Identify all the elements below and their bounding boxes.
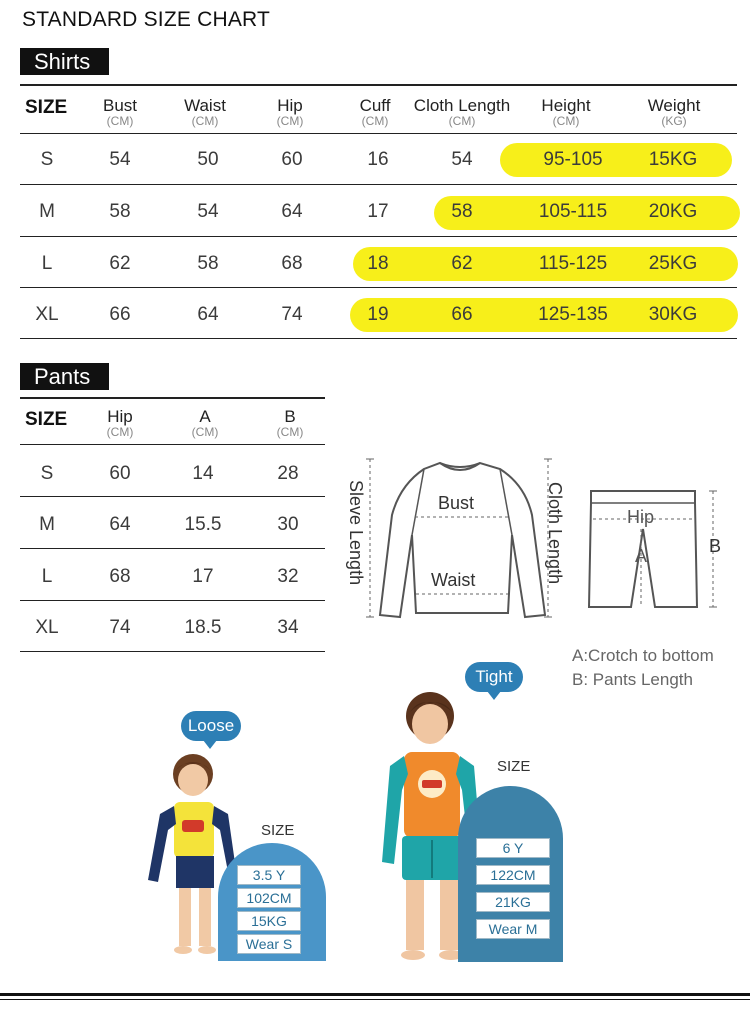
pants-cell-size: M xyxy=(39,514,55,535)
shirts-cell-size: S xyxy=(40,149,54,170)
shirts-cell-length: 62 xyxy=(451,253,473,274)
tight-age: 6 Y xyxy=(476,838,550,858)
shirts-cell-height: 105-115 xyxy=(538,201,608,222)
shirts-cell-waist: 50 xyxy=(197,149,219,170)
pants-cell-size: XL xyxy=(35,617,59,638)
pants-cell-a: 15.5 xyxy=(184,514,222,535)
shirts-cell-size: XL xyxy=(35,304,59,325)
pants-cell-a: 17 xyxy=(192,566,214,587)
column-unit: (CM) xyxy=(361,114,389,128)
shirts-cell-height: 95-105 xyxy=(543,149,603,170)
pants-header-rule xyxy=(20,444,325,445)
shirts-top-rule xyxy=(20,84,737,86)
shirts-cell-weight: 20KG xyxy=(648,201,698,222)
diagram-pants-b-label: B xyxy=(709,536,722,556)
loose-height: 102CM xyxy=(237,888,301,908)
shirts-column-header xyxy=(103,96,137,127)
shirts-cell-height: 115-125 xyxy=(538,253,608,274)
column-unit: (CM) xyxy=(552,114,580,128)
shirts-column-header xyxy=(360,96,391,127)
diagram-sleeve-length-label: Sleve Length xyxy=(346,480,366,586)
loose-bubble: Loose xyxy=(181,711,241,741)
pants-cell-hip: 60 xyxy=(109,463,131,484)
diagram-waist-label: Waist xyxy=(431,570,476,590)
tight-wear-size: Wear M xyxy=(476,919,550,939)
shirts-cell-size: M xyxy=(39,201,55,222)
page-title: STANDARD SIZE CHART xyxy=(22,8,271,31)
shirts-size-header: SIZE xyxy=(25,97,68,118)
shirts-column-header xyxy=(277,96,304,127)
column-unit: (CM) xyxy=(106,114,134,128)
diagram-bust-label: Bust xyxy=(438,493,475,513)
shirts-header-rule xyxy=(20,133,737,134)
shirts-row-divider xyxy=(20,236,737,237)
pants-cell-size: L xyxy=(41,566,53,587)
legend-a: A:Crotch to bottom xyxy=(572,646,714,665)
pants-cell-a: 18.5 xyxy=(184,617,222,638)
shirts-section-tag: Shirts xyxy=(20,48,109,75)
column-unit: (CM) xyxy=(106,425,134,439)
loose-wear-size: Wear S xyxy=(237,934,301,954)
shirts-row-divider xyxy=(20,287,737,288)
pants-row-divider xyxy=(20,600,325,601)
shirts-cell-hip: 74 xyxy=(281,304,303,325)
column-name: Hip xyxy=(277,96,303,115)
column-name: Cloth Length xyxy=(413,96,511,115)
pants-top-rule xyxy=(20,397,325,399)
shirts-cell-hip: 64 xyxy=(281,201,303,222)
shirts-cell-cuff: 16 xyxy=(367,149,389,170)
shirts-cell-length: 54 xyxy=(451,149,473,170)
tight-bubble-tail xyxy=(487,691,501,700)
column-name: Height xyxy=(541,96,591,115)
shirts-column-header xyxy=(541,96,590,127)
shirts-cell-length: 66 xyxy=(451,304,473,325)
shirts-cell-cuff: 18 xyxy=(367,253,389,274)
diagram-cloth-length-label: Cloth Length xyxy=(545,482,565,585)
shirts-cell-weight: 15KG xyxy=(648,149,698,170)
pants-row-divider xyxy=(20,651,325,652)
pants-column-header xyxy=(277,407,304,438)
shirts-cell-weight: 30KG xyxy=(648,304,698,325)
shirts-cell-length: 58 xyxy=(451,201,473,222)
pants-size-header: SIZE xyxy=(25,409,68,430)
loose-age: 3.5 Y xyxy=(237,865,301,885)
tight-height: 122CM xyxy=(476,865,550,885)
loose-bubble-tail xyxy=(203,740,217,749)
column-name: Waist xyxy=(184,96,226,115)
pants-section-tag: Pants xyxy=(20,363,109,390)
pants-row-divider xyxy=(20,548,325,549)
shirt-diagram xyxy=(360,455,565,625)
column-name: Hip xyxy=(107,407,133,426)
shirts-column-header xyxy=(414,96,510,127)
pants-cell-b: 28 xyxy=(277,463,299,484)
shirts-cell-bust: 54 xyxy=(109,149,131,170)
shirts-cell-cuff: 19 xyxy=(367,304,389,325)
pants-cell-size: S xyxy=(40,463,54,484)
column-unit: (KG) xyxy=(661,114,687,128)
pants-cell-hip: 74 xyxy=(109,617,131,638)
shirts-cell-hip: 60 xyxy=(281,149,303,170)
shirts-cell-bust: 66 xyxy=(109,304,131,325)
loose-size-word: SIZE xyxy=(261,822,295,839)
shirts-cell-weight: 25KG xyxy=(648,253,698,274)
pants-cell-b: 30 xyxy=(277,514,299,535)
pants-cell-hip: 68 xyxy=(109,566,131,587)
pants-cell-a: 14 xyxy=(192,463,214,484)
shirts-row-divider xyxy=(20,338,737,339)
column-unit: (CM) xyxy=(276,425,304,439)
pants-column-header xyxy=(192,407,219,438)
column-unit: (CM) xyxy=(191,114,219,128)
shirts-cell-size: L xyxy=(41,253,53,274)
pants-cell-b: 32 xyxy=(277,566,299,587)
legend-b: B: Pants Length xyxy=(572,670,693,689)
column-name: Cuff xyxy=(359,96,391,115)
tight-size-word: SIZE xyxy=(497,758,531,775)
column-name: A xyxy=(199,407,211,426)
shirts-row-divider xyxy=(20,184,737,185)
shirts-column-header xyxy=(184,96,226,127)
pants-cell-b: 34 xyxy=(277,617,299,638)
shirts-cell-height: 125-135 xyxy=(538,304,608,325)
shirts-cell-waist: 64 xyxy=(197,304,219,325)
diagram-pants-a-label: A xyxy=(635,546,648,566)
shirts-cell-bust: 58 xyxy=(109,201,131,222)
shirts-cell-waist: 58 xyxy=(197,253,219,274)
bottom-rule-top xyxy=(0,993,750,996)
loose-size-panel xyxy=(218,843,326,961)
tight-weight: 21KG xyxy=(476,892,550,912)
pants-column-header xyxy=(107,407,134,438)
bottom-rule-bottom xyxy=(0,999,750,1000)
column-name: Bust xyxy=(102,96,138,115)
tight-bubble: Tight xyxy=(465,662,523,692)
loose-weight: 15KG xyxy=(237,911,301,931)
tight-size-panel xyxy=(458,786,563,962)
shirts-cell-bust: 62 xyxy=(109,253,131,274)
column-unit: (CM) xyxy=(191,425,219,439)
column-unit: (CM) xyxy=(448,114,476,128)
column-name: B xyxy=(284,407,296,426)
column-name: Weight xyxy=(647,96,701,115)
pants-diagram xyxy=(583,485,723,615)
pants-row-divider xyxy=(20,496,325,497)
column-unit: (CM) xyxy=(276,114,304,128)
shirts-cell-cuff: 17 xyxy=(367,201,389,222)
shirts-cell-waist: 54 xyxy=(197,201,219,222)
pants-cell-hip: 64 xyxy=(109,514,131,535)
shirts-cell-hip: 68 xyxy=(281,253,303,274)
shirts-column-header xyxy=(648,96,701,127)
diagram-pants-hip-label: Hip xyxy=(627,507,655,527)
